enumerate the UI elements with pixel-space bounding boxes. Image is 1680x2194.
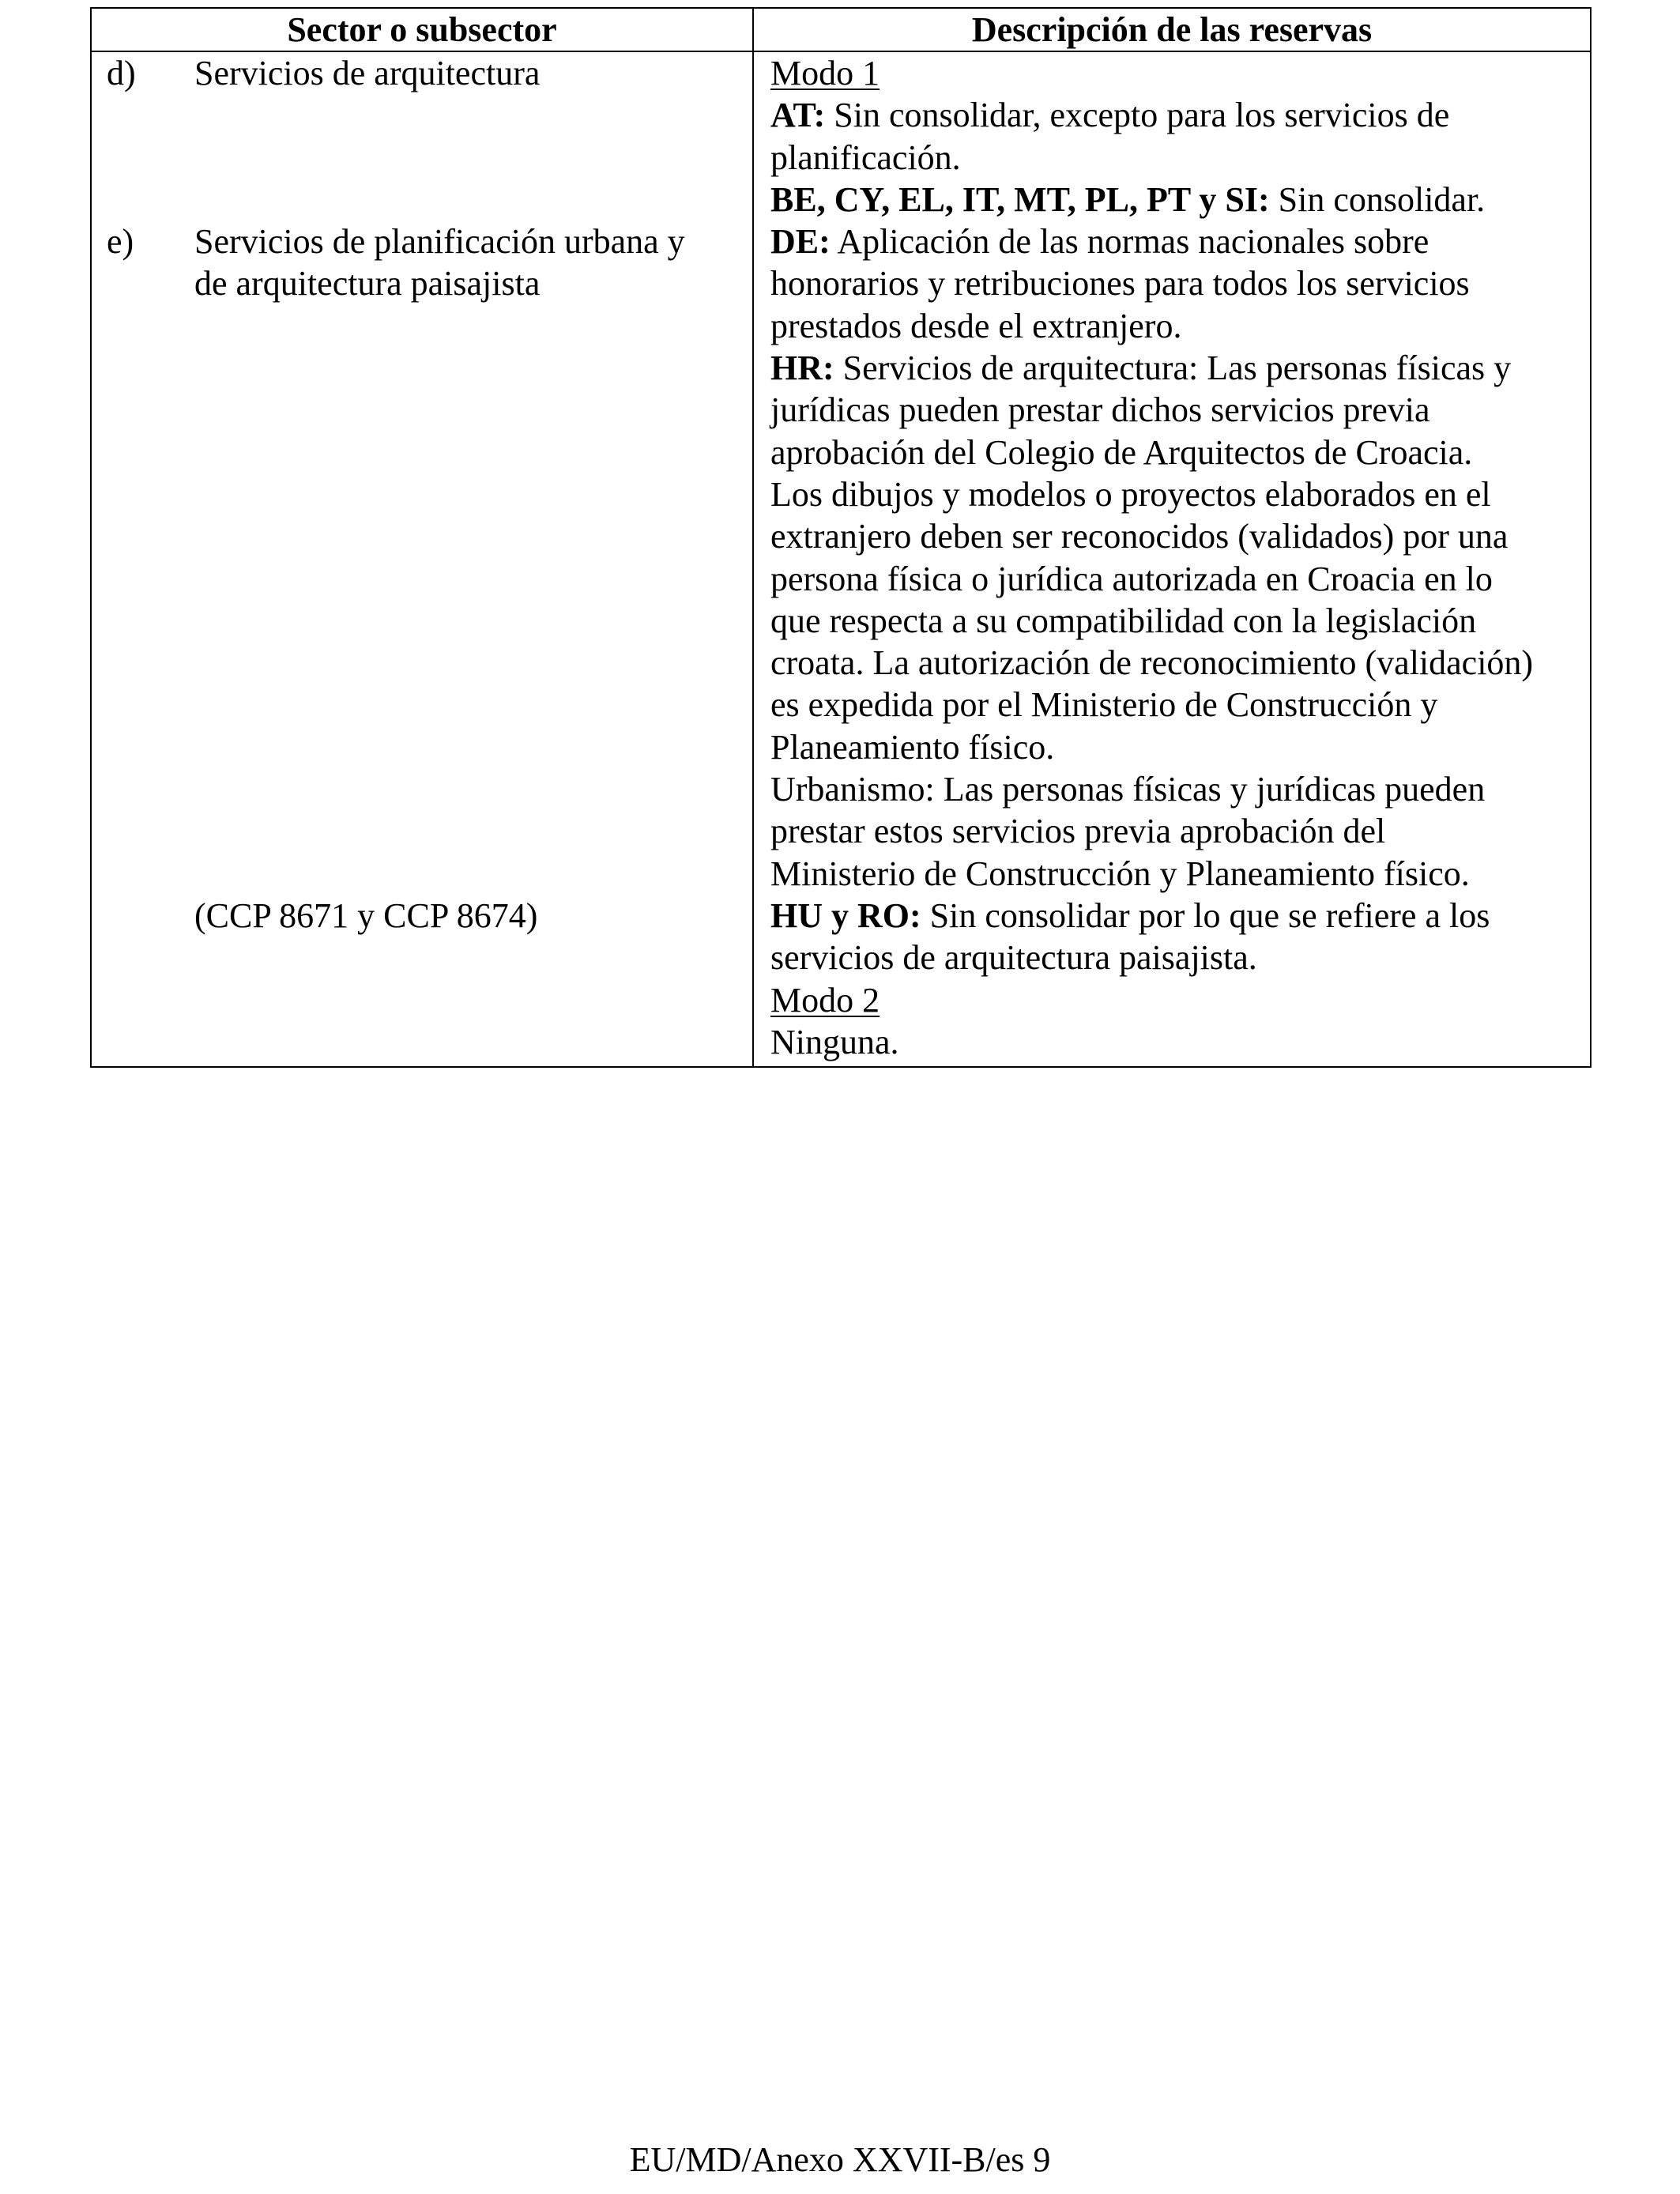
reservation-text: croata. La autorización de reconocimiento (validación) <box>770 643 1534 683</box>
entry-text-e <box>194 221 748 305</box>
reservation-hr <box>770 347 1580 389</box>
page-footer: EU/MD/Anexo XXVII-B/es 9 <box>629 2140 1051 2179</box>
reservation-text: aprobación del Colegio de Arquitectos de Croacia. <box>770 432 1473 472</box>
header-sector: Sector o subsector <box>91 8 753 51</box>
reservation-text: Los dibujos y modelos o proyectos elaborados en el <box>770 474 1491 514</box>
country-label-be-group: BE, CY, EL, IT, MT, PL, PT y SI: <box>770 179 1270 219</box>
reservations-table <box>90 7 1591 1068</box>
reservation-text: servicios de arquitectura paisajista. <box>770 938 1257 978</box>
table-header-row <box>91 8 1591 51</box>
mode2-heading: Modo 2 <box>770 980 880 1020</box>
reservation-text: extranjero deben ser reconocidos (validados) por una <box>770 517 1509 556</box>
reservation-text: Ministerio de Construcción y Planeamiento físico. <box>770 854 1470 893</box>
reservation-text: Aplicación de las normas nacionales sobre <box>830 222 1430 262</box>
sector-cell <box>91 51 753 1067</box>
reservation-at <box>770 94 1580 136</box>
country-label-hr: HR: <box>770 349 834 388</box>
header-description: Descripción de las reservas <box>753 8 1591 51</box>
reservation-text: que respecta a su compatibilidad con la legislación <box>770 601 1477 640</box>
entry-letter-e: e) <box>107 222 134 261</box>
reservation-text: prestados desde el extranjero. <box>770 306 1182 345</box>
reservation-de <box>770 221 1580 262</box>
mode1-heading: Modo 1 <box>770 54 880 92</box>
mode2-text: Ninguna. <box>770 1022 899 1061</box>
reservation-text: Servicios de arquitectura: Las personas físicas y <box>834 349 1512 388</box>
reservation-text: Sin consolidar, excepto para los servicios de <box>825 96 1450 135</box>
reservation-text: planificación. <box>770 138 961 177</box>
country-label-at: AT: <box>770 96 826 135</box>
reservation-text: honorarios y retribuciones para todos los servicios <box>770 264 1470 303</box>
entry-letter-d: d) <box>107 54 136 92</box>
reservation-hu-ro <box>770 895 1580 937</box>
reservation-text: persona física o jurídica autorizada en Croacia en lo <box>770 559 1493 598</box>
entry-e-line: de arquitectura paisajista <box>194 264 541 303</box>
entry-e-line: Servicios de planificación urbana y <box>194 222 685 261</box>
reservation-text: Urbanismo: Las personas físicas y jurídicas pueden <box>770 770 1486 809</box>
ccp-reference-text: (CCP 8671 y CCP 8674) <box>194 896 538 935</box>
entry-text-d: Servicios de arquitectura <box>194 54 541 92</box>
reservation-text: Planeamiento físico. <box>770 727 1055 767</box>
reservation-text: Sin consolidar. <box>1269 179 1486 219</box>
country-label-hu-ro: HU y RO: <box>770 895 921 935</box>
reservation-be-group <box>770 179 1580 221</box>
reservation-text: prestar estos servicios previa aprobación del <box>770 812 1386 851</box>
reservation-text: jurídicas pueden prestar dichos servicios previa <box>770 390 1430 430</box>
reservation-text: es expedida por el Ministerio de Construcción y <box>770 685 1438 725</box>
reservation-text: Sin consolidar por lo que se refiere a los <box>921 895 1490 935</box>
description-cell <box>753 51 1591 1067</box>
table-row <box>91 51 1591 1067</box>
country-label-de: DE: <box>770 222 831 262</box>
